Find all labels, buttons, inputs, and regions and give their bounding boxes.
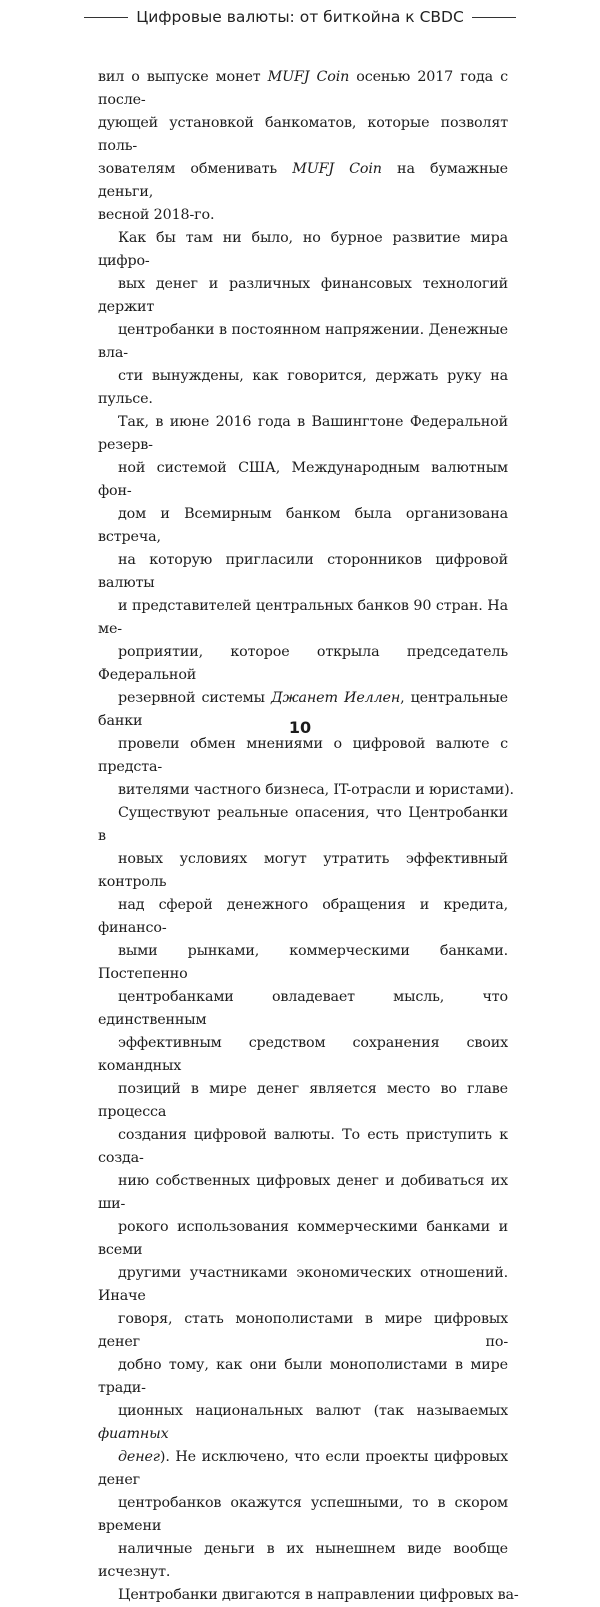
- text-line: [98, 319, 508, 365]
- text-line: [98, 1032, 508, 1078]
- running-head: [0, 8, 600, 26]
- text-line: [98, 1124, 508, 1170]
- text-line: [98, 1492, 508, 1538]
- italic-text: денег: [118, 1449, 160, 1465]
- text-line: [98, 986, 508, 1032]
- text-run: осенью 2017 года с после-: [98, 69, 508, 108]
- running-head-rule-right: [472, 17, 516, 18]
- text-line: [98, 1354, 508, 1400]
- text-run: роприятии, которое открыла председатель Федеральной: [98, 644, 508, 683]
- text-line: [98, 503, 508, 549]
- italic-text: MUFJ Coin: [267, 69, 350, 85]
- text-line: [98, 1216, 508, 1262]
- text-run: добно тому, как они были монополистами в мире тради-: [98, 1357, 508, 1396]
- text-line: [98, 1584, 519, 1607]
- text-line: [98, 112, 508, 158]
- text-run: рокого использования коммерческими банками и всеми: [98, 1219, 508, 1258]
- text-run: говоря, стать монополистами в мире цифровых денег по-: [98, 1311, 508, 1350]
- text-run: эффективным средством сохранения своих командных: [98, 1035, 508, 1074]
- text-run: над сферой денежного обращения и кредита, финансо-: [98, 897, 508, 936]
- text-line: [98, 940, 508, 986]
- text-run: Существуют реальные опасения, что Центробанки в: [98, 805, 508, 844]
- text-run: Как бы там ни было, но бурное развитие мира цифро-: [98, 230, 508, 269]
- text-run: сти вынуждены, как говорится, держать руку на пульсе.: [98, 368, 508, 407]
- text-run: на которую пригласили сторонников цифровой валюты: [98, 552, 508, 591]
- text-run: наличные деньги в их нынешнем виде вообще исчезнут.: [98, 1541, 508, 1580]
- text-run: создания цифровой валюты. То есть приступить к созда-: [98, 1127, 508, 1166]
- text-line: [98, 1262, 508, 1308]
- text-run: дом и Всемирным банком была организована встреча,: [98, 506, 508, 545]
- running-head-title: Цифровые валюты: от биткойна к CBDC: [136, 8, 464, 26]
- text-run: центробанками овладевает мысль, что единственным: [98, 989, 508, 1028]
- text-run: весной 2018-го.: [98, 207, 215, 223]
- text-line: [98, 779, 514, 802]
- italic-text: Джанет Иеллен: [270, 690, 401, 706]
- text-line: [98, 802, 508, 848]
- italic-text: фиатных: [98, 1426, 169, 1442]
- text-line: [98, 595, 508, 641]
- text-run: , центральные банки: [98, 690, 508, 729]
- text-run: и представителей центральных банков 90 стран. На ме-: [98, 598, 508, 637]
- text-line: [98, 457, 508, 503]
- body-text: [98, 66, 519, 1607]
- text-run: провели обмен мнениями о цифровой валюте с предста-: [98, 736, 508, 775]
- running-head-rule-left: [84, 17, 128, 18]
- italic-text: MUFJ Coin: [292, 161, 382, 177]
- paragraph: [98, 66, 508, 227]
- text-run: зователям обменивать: [98, 161, 293, 177]
- text-line: [98, 1400, 508, 1446]
- text-run: ной системой США, Международным валютным фон-: [98, 460, 508, 499]
- text-line: [98, 641, 508, 687]
- text-run: вил о выпуске монет: [98, 69, 268, 85]
- text-run: новых условиях могут утратить эффективный контроль: [98, 851, 508, 890]
- text-run: выми рынками, коммерческими банками. Постепенно: [98, 943, 508, 982]
- text-run: Центробанки двигаются в направлении цифровых ва-: [118, 1587, 519, 1603]
- text-line: [98, 365, 508, 411]
- text-line: [98, 273, 508, 319]
- text-run: нию собственных цифровых денег и добиваться их ши-: [98, 1173, 508, 1212]
- text-line: [98, 158, 508, 204]
- text-run: центробанков окажутся успешными, то в скором времени: [98, 1495, 508, 1534]
- text-line: [98, 66, 508, 112]
- text-line: [98, 549, 508, 595]
- text-line: [98, 1078, 508, 1124]
- text-run: центробанки в постоянном напряжении. Денежные вла-: [98, 322, 508, 361]
- text-run: вых денег и различных финансовых технологий держит: [98, 276, 508, 315]
- text-line: [98, 1308, 508, 1354]
- text-line: [98, 1170, 508, 1216]
- text-line: [98, 733, 508, 779]
- text-run: Так, в июне 2016 года в Вашингтоне Федеральной резерв-: [98, 414, 508, 453]
- text-run: резервной системы: [118, 690, 271, 706]
- text-line: [98, 1446, 508, 1492]
- text-run: вителями частного бизнеса, IT-отрасли и юристами).: [118, 782, 514, 798]
- text-run: дующей установкой банкоматов, которые позволят поль-: [98, 115, 508, 154]
- text-line: [98, 894, 508, 940]
- text-run: ). Не исключено, что если проекты цифровых денег: [98, 1449, 508, 1488]
- text-line: [98, 1538, 508, 1584]
- page-number: 10: [288, 718, 312, 737]
- text-line: [98, 411, 508, 457]
- text-run: ционных национальных валют (так называемых: [118, 1403, 508, 1419]
- text-line: [98, 848, 508, 894]
- paragraph: [98, 802, 519, 1607]
- paragraph: [98, 227, 514, 802]
- text-run: позиций в мире денег является место во главе процесса: [98, 1081, 508, 1120]
- text-run: другими участниками экономических отношений. Иначе: [98, 1265, 508, 1304]
- text-run: на бумажные деньги,: [98, 161, 508, 200]
- text-line: [98, 227, 508, 273]
- text-line: [98, 204, 508, 227]
